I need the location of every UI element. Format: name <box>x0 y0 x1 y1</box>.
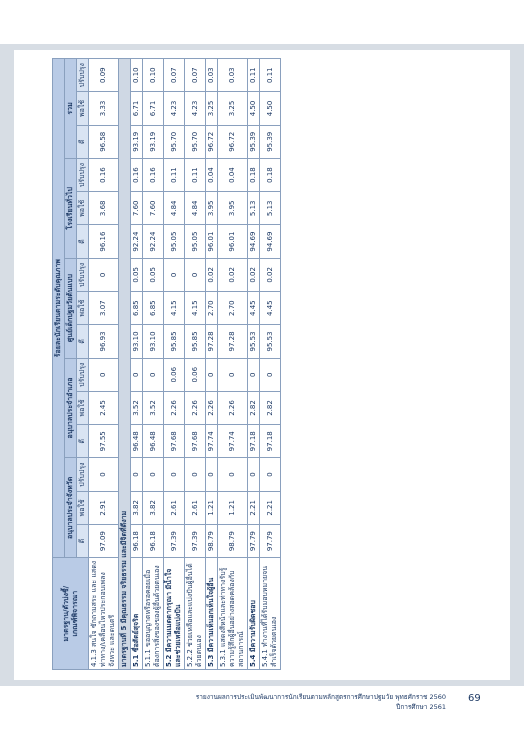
value-cell: 0 <box>89 358 119 391</box>
table-row <box>185 59 206 670</box>
value-cell: 97.68 <box>185 425 206 458</box>
value-cell: 97.39 <box>164 524 185 557</box>
value-cell: 0 <box>206 458 218 491</box>
value-cell: 4.84 <box>164 192 185 225</box>
table-row <box>218 59 248 670</box>
header-standard: มาตรฐาน/ตัวบ่งชี้/ เกณฑ์พิจารณา <box>53 558 89 670</box>
value-cell: 96.58 <box>89 125 119 158</box>
value-cell: 0.16 <box>143 158 164 191</box>
page-number: 69 <box>468 693 481 704</box>
value-cell: 3.33 <box>89 92 119 125</box>
value-cell: 0.06 <box>164 358 185 391</box>
value-cell: 98.79 <box>206 524 218 557</box>
header-level: ดี <box>77 325 89 358</box>
header-level: ดี <box>77 225 89 258</box>
value-cell: 2.91 <box>89 491 119 524</box>
standard-cell: 5.2 มีความเมตตากรุณา มีน้ำใจ และช่วยเหลือแบ่งปัน <box>164 558 185 670</box>
table-row <box>206 59 218 670</box>
value-cell: 4.50 <box>260 92 281 125</box>
value-cell: 2.82 <box>260 391 281 424</box>
header-level: ปรับปรุง <box>77 358 89 391</box>
value-cell: 0.09 <box>89 59 119 92</box>
header-level: พอใช้ <box>77 92 89 125</box>
table-row <box>89 59 119 670</box>
value-cell: 0.07 <box>185 59 206 92</box>
value-cell: 0.18 <box>260 158 281 191</box>
value-cell: 96.72 <box>206 125 218 158</box>
value-cell: 2.26 <box>218 391 248 424</box>
value-cell: 0 <box>89 458 119 491</box>
table-header-row-main <box>53 59 65 670</box>
value-cell: 0.05 <box>131 258 143 291</box>
value-cell: 97.79 <box>260 524 281 557</box>
value-cell: 97.09 <box>89 524 119 557</box>
value-cell: 0.10 <box>143 59 164 92</box>
value-cell: 0 <box>185 258 206 291</box>
value-cell: 0 <box>218 458 248 491</box>
value-cell: 3.07 <box>89 292 119 325</box>
value-cell: 6.71 <box>143 92 164 125</box>
value-cell: 92.24 <box>143 225 164 258</box>
value-cell: 95.05 <box>164 225 185 258</box>
value-cell: 0.11 <box>164 158 185 191</box>
value-cell: 0.05 <box>143 258 164 291</box>
value-cell: 97.18 <box>260 425 281 458</box>
value-cell: 7.60 <box>143 192 164 225</box>
value-cell: 6.85 <box>131 292 143 325</box>
value-cell: 2.26 <box>185 391 206 424</box>
value-cell: 0 <box>218 358 248 391</box>
value-cell: 96.18 <box>131 524 143 557</box>
value-cell: 94.69 <box>248 225 260 258</box>
value-cell: 95.85 <box>185 325 206 358</box>
value-cell: 94.69 <box>260 225 281 258</box>
value-cell: 97.28 <box>206 325 218 358</box>
value-cell: 2.26 <box>164 391 185 424</box>
value-cell: 95.05 <box>185 225 206 258</box>
header-level: ปรับปรุง <box>77 158 89 191</box>
header-level: พอใช้ <box>77 292 89 325</box>
section-row <box>119 59 131 670</box>
value-cell: 97.18 <box>248 425 260 458</box>
value-cell: 0 <box>131 458 143 491</box>
table-row <box>143 59 164 670</box>
value-cell: 0.07 <box>164 59 185 92</box>
value-cell: 95.53 <box>260 325 281 358</box>
value-cell: 4.50 <box>248 92 260 125</box>
header-level: ดี <box>77 524 89 557</box>
value-cell: 5.13 <box>260 192 281 225</box>
value-cell: 93.19 <box>143 125 164 158</box>
value-cell: 3.25 <box>218 92 248 125</box>
value-cell: 95.53 <box>248 325 260 358</box>
value-cell: 92.24 <box>131 225 143 258</box>
value-cell: 7.60 <box>131 192 143 225</box>
value-cell: 0 <box>143 458 164 491</box>
value-cell: 97.74 <box>206 425 218 458</box>
value-cell: 0 <box>248 458 260 491</box>
value-cell: 0.04 <box>206 158 218 191</box>
value-cell: 3.68 <box>89 192 119 225</box>
value-cell: 0 <box>248 358 260 391</box>
value-cell: 1.21 <box>206 491 218 524</box>
standard-cell: 5.1 ซื่อสัตย์สุจริต <box>131 558 143 670</box>
value-cell: 3.82 <box>131 491 143 524</box>
value-cell: 4.45 <box>248 292 260 325</box>
value-cell: 95.70 <box>185 125 206 158</box>
value-cell: 97.74 <box>218 425 248 458</box>
value-cell: 0.02 <box>248 258 260 291</box>
header-level: ปรับปรุง <box>77 59 89 92</box>
standard-cell: 5.2.2 ช่วยเหลือและแบ่งปันผู้อื่นได้ด้วยตนเอง <box>185 558 206 670</box>
value-cell: 2.61 <box>185 491 206 524</box>
value-cell: 0 <box>164 458 185 491</box>
header-group: อนุบาลประจำอำเภอ <box>65 358 77 458</box>
standard-cell: มาตรฐานที่ 5 มีคุณธรรม จริยธรรม และมีจิตที่ดีงาม <box>119 59 131 670</box>
standard-cell: 5.3.1 แสดงสีหน้าและท่าทางรับรู้ความรู้สึกผู้อื่นอย่างสอดคล้องกับสถานการณ์ <box>218 558 248 670</box>
header-group: ศูนย์เด็กปฐมวัยต้นแบบ <box>65 258 77 358</box>
standard-cell: 5.4 มีความรับผิดชอบ <box>248 558 260 670</box>
value-cell: 0.11 <box>248 59 260 92</box>
value-cell: 0 <box>89 258 119 291</box>
value-cell: 0.16 <box>131 158 143 191</box>
value-cell: 96.93 <box>89 325 119 358</box>
value-cell: 95.39 <box>248 125 260 158</box>
table-row <box>248 59 260 670</box>
value-cell: 3.52 <box>143 391 164 424</box>
value-cell: 1.21 <box>218 491 248 524</box>
value-cell: 95.85 <box>164 325 185 358</box>
value-cell: 0.11 <box>185 158 206 191</box>
value-cell: 96.72 <box>218 125 248 158</box>
rotated-table-container <box>52 58 472 670</box>
page-footer <box>196 692 446 712</box>
standard-cell: 5.3 มีความเห็นอกเห็นใจผู้อื่น <box>206 558 218 670</box>
header-level: ดี <box>77 425 89 458</box>
table-row <box>164 59 185 670</box>
value-cell: 0.03 <box>206 59 218 92</box>
value-cell: 96.48 <box>131 425 143 458</box>
header-level: พอใช้ <box>77 391 89 424</box>
value-cell: 0.16 <box>89 158 119 191</box>
value-cell: 0 <box>131 358 143 391</box>
value-cell: 96.01 <box>206 225 218 258</box>
value-cell: 4.15 <box>164 292 185 325</box>
header-quality-levels: ร้อยละนักเรียนตามระดับคุณภาพ <box>53 59 65 558</box>
value-cell: 97.79 <box>248 524 260 557</box>
value-cell: 97.55 <box>89 425 119 458</box>
value-cell: 93.19 <box>131 125 143 158</box>
value-cell: 95.39 <box>260 125 281 158</box>
value-cell: 97.28 <box>218 325 248 358</box>
value-cell: 0.03 <box>218 59 248 92</box>
value-cell: 2.21 <box>248 491 260 524</box>
value-cell: 0.10 <box>131 59 143 92</box>
header-level: ปรับปรุง <box>77 258 89 291</box>
value-cell: 0 <box>260 358 281 391</box>
table-row <box>131 59 143 670</box>
value-cell: 2.61 <box>164 491 185 524</box>
table-row <box>260 59 281 670</box>
value-cell: 2.21 <box>260 491 281 524</box>
value-cell: 93.10 <box>131 325 143 358</box>
value-cell: 95.70 <box>164 125 185 158</box>
value-cell: 4.23 <box>164 92 185 125</box>
value-cell: 0.18 <box>248 158 260 191</box>
value-cell: 3.82 <box>143 491 164 524</box>
header-group: อนุบาลประจำจังหวัด <box>65 458 77 558</box>
value-cell: 0.11 <box>260 59 281 92</box>
header-level: ปรับปรุง <box>77 458 89 491</box>
value-cell: 3.95 <box>218 192 248 225</box>
value-cell: 96.18 <box>143 524 164 557</box>
value-cell: 0 <box>164 258 185 291</box>
value-cell: 96.48 <box>143 425 164 458</box>
value-cell: 0.04 <box>218 158 248 191</box>
value-cell: 97.68 <box>164 425 185 458</box>
value-cell: 2.82 <box>248 391 260 424</box>
header-group: รวม <box>65 59 77 159</box>
value-cell: 0 <box>206 358 218 391</box>
value-cell: 93.10 <box>143 325 164 358</box>
value-cell: 6.85 <box>143 292 164 325</box>
value-cell: 4.15 <box>185 292 206 325</box>
value-cell: 4.23 <box>185 92 206 125</box>
value-cell: 97.39 <box>185 524 206 557</box>
header-group: โรงเรียนทั่วไป <box>65 158 77 258</box>
value-cell: 0.02 <box>218 258 248 291</box>
header-level: พอใช้ <box>77 192 89 225</box>
value-cell: 2.26 <box>206 391 218 424</box>
header-level: พอใช้ <box>77 491 89 524</box>
footer-academic-year: ปีการศึกษา 2561 <box>396 703 446 711</box>
standard-cell: 4.1.3 สนใจ ซักถามสระ และ แสดงท่าทาง/เคลื่อนไหวประกอบเพลง จังหวะ และดนตรี <box>89 558 119 670</box>
value-cell: 0 <box>185 458 206 491</box>
assessment-table <box>52 58 281 670</box>
value-cell: 0.02 <box>206 258 218 291</box>
value-cell: 96.16 <box>89 225 119 258</box>
value-cell: 2.45 <box>89 391 119 424</box>
standard-cell: 5.1.1 ขออนุญาตหรือรอคอยเมื่อต้องการสิ่งของของผู้อื่นด้วยตนเอง <box>143 558 164 670</box>
value-cell: 0.06 <box>185 358 206 391</box>
value-cell: 4.45 <box>260 292 281 325</box>
value-cell: 0 <box>260 458 281 491</box>
value-cell: 3.95 <box>206 192 218 225</box>
value-cell: 98.79 <box>218 524 248 557</box>
value-cell: 0 <box>143 358 164 391</box>
value-cell: 2.70 <box>206 292 218 325</box>
value-cell: 96.01 <box>218 225 248 258</box>
footer-report-title: รายงานผลการประเมินพัฒนาการนักเรียนตามหลักสูตรการศึกษาปฐมวัย พุทธศักราช 2560 <box>195 693 446 701</box>
value-cell: 0.02 <box>260 258 281 291</box>
value-cell: 5.13 <box>248 192 260 225</box>
value-cell: 6.71 <box>131 92 143 125</box>
value-cell: 2.70 <box>218 292 248 325</box>
value-cell: 3.52 <box>131 391 143 424</box>
standard-cell: 5.4.1 ทำงานที่ได้รับมอบหมายจนสำเร็จด้วยตนเอง <box>260 558 281 670</box>
value-cell: 3.25 <box>206 92 218 125</box>
header-level: ดี <box>77 125 89 158</box>
value-cell: 4.84 <box>185 192 206 225</box>
